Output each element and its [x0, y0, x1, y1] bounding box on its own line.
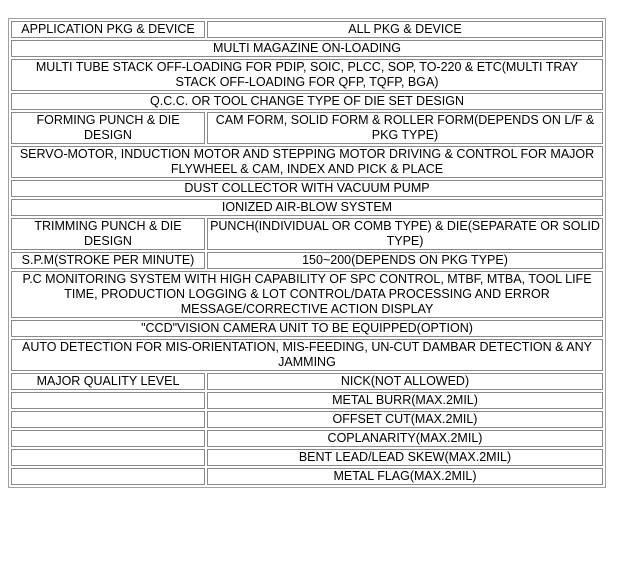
pc-monitoring-cell: P.C MONITORING SYSTEM WITH HIGH CAPABILITY OF SPC CONTROL, MTBF, MTBA, TOOL LIFE TIME, PRODUCTION LOGGING & LOT CONTROL/DATA PROCESSING AND ERROR MESSAGE/CORRECTIVE ACTION DISPLAY: [11, 271, 603, 318]
quality-item: COPLANARITY(MAX.2MIL): [207, 430, 603, 447]
application-label: APPLICATION PKG & DEVICE: [11, 21, 205, 38]
table-row: [11, 411, 603, 428]
empty-cell: [11, 411, 205, 428]
empty-cell: [11, 449, 205, 466]
empty-cell: [11, 430, 205, 447]
table-row: [11, 146, 603, 178]
table-row: [11, 93, 603, 110]
quality-item: OFFSET CUT(MAX.2MIL): [207, 411, 603, 428]
table-row: [11, 373, 603, 390]
forming-value: CAM FORM, SOLID FORM & ROLLER FORM(DEPENDS ON L/F & PKG TYPE): [207, 112, 603, 144]
spm-label: S.P.M(STROKE PER MINUTE): [11, 252, 205, 269]
empty-cell: [11, 392, 205, 409]
empty-cell: [11, 468, 205, 485]
quality-label: MAJOR QUALITY LEVEL: [11, 373, 205, 390]
servo-cell: SERVO-MOTOR, INDUCTION MOTOR AND STEPPING MOTOR DRIVING & CONTROL FOR MAJOR FLYWHEEL & CAM, INDEX AND PICK & PLACE: [11, 146, 603, 178]
application-value: ALL PKG & DEVICE: [207, 21, 603, 38]
forming-label: FORMING PUNCH & DIE DESIGN: [11, 112, 205, 144]
ionized-cell: IONIZED AIR-BLOW SYSTEM: [11, 199, 603, 216]
qcc-cell: Q.C.C. OR TOOL CHANGE TYPE OF DIE SET DESIGN: [11, 93, 603, 110]
table-row: [11, 449, 603, 466]
table-row: [11, 339, 603, 371]
trimming-value: PUNCH(INDIVIDUAL OR COMB TYPE) & DIE(SEPARATE OR SOLID TYPE): [207, 218, 603, 250]
quality-item: METAL BURR(MAX.2MIL): [207, 392, 603, 409]
table-row: [11, 218, 603, 250]
table-row: [11, 199, 603, 216]
table-row: [11, 468, 603, 485]
quality-item: BENT LEAD/LEAD SKEW(MAX.2MIL): [207, 449, 603, 466]
table-row: [11, 40, 603, 57]
tube-stack-cell: MULTI TUBE STACK OFF-LOADING FOR PDIP, SOIC, PLCC, SOP, TO-220 & ETC(MULTI TRAY STACK OFF-LOADING FOR QFP, TQFP, BGA): [11, 59, 603, 91]
spm-value: 150~200(DEPENDS ON PKG TYPE): [207, 252, 603, 269]
quality-item: METAL FLAG(MAX.2MIL): [207, 468, 603, 485]
table-row: [11, 271, 603, 318]
table-row: [11, 21, 603, 38]
table-row: [11, 59, 603, 91]
table-row: [11, 252, 603, 269]
table-row: [11, 392, 603, 409]
spec-table: [8, 18, 606, 488]
table-row: [11, 180, 603, 197]
dust-cell: DUST COLLECTOR WITH VACUUM PUMP: [11, 180, 603, 197]
magazine-cell: MULTI MAGAZINE ON-LOADING: [11, 40, 603, 57]
auto-detection-cell: AUTO DETECTION FOR MIS-ORIENTATION, MIS-FEEDING, UN-CUT DAMBAR DETECTION & ANY JAMMING: [11, 339, 603, 371]
ccd-cell: "CCD"VISION CAMERA UNIT TO BE EQUIPPED(OPTION): [11, 320, 603, 337]
table-row: [11, 430, 603, 447]
quality-item: NICK(NOT ALLOWED): [207, 373, 603, 390]
trimming-label: TRIMMING PUNCH & DIE DESIGN: [11, 218, 205, 250]
table-row: [11, 320, 603, 337]
table-row: [11, 112, 603, 144]
